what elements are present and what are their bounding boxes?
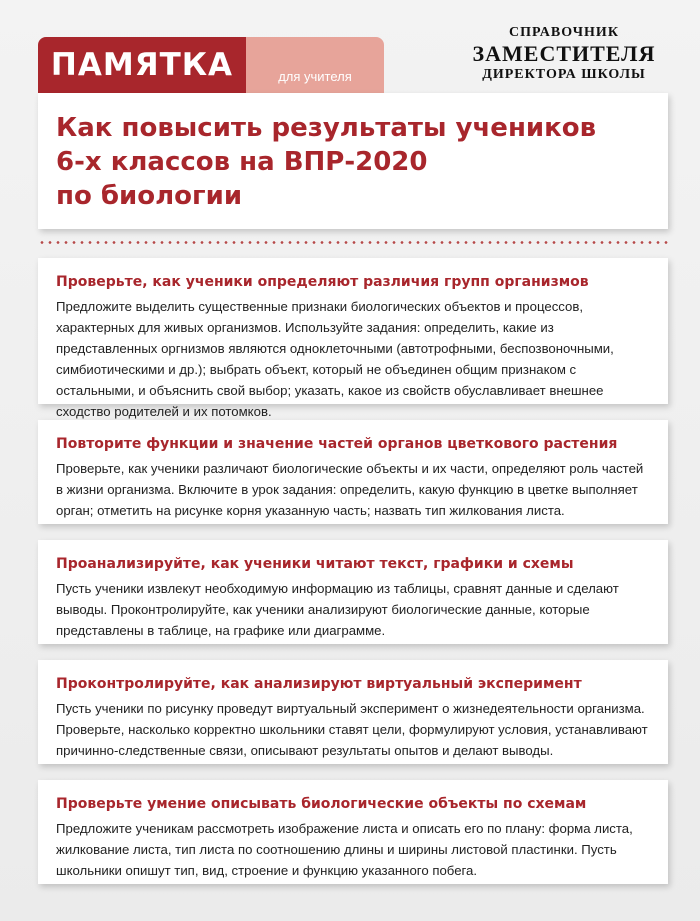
- tip-heading: Проверьте, как ученики определяют различия групп организмов: [56, 274, 589, 290]
- page-title: [56, 111, 656, 213]
- memo-tag-label: ПАМЯТКА: [38, 37, 246, 93]
- tip-card-4: [38, 660, 668, 764]
- tip-text: Пусть ученики по рисунку проведут виртуальный эксперимент о жизнедеятельности организма. Проверьте, насколько корректно школьники ставят цели, формулируют условия, устанавливают причинно-следственные связи, описывают результаты опытов и делают выводы.: [56, 701, 648, 758]
- tip-heading: Проанализируйте, как ученики читают текст, графики и схемы: [56, 556, 574, 572]
- title-line-3: по биологии: [56, 181, 243, 211]
- tip-card-2: [38, 420, 668, 524]
- dotted-divider: [38, 241, 668, 244]
- tip-heading: Проконтролируйте, как анализируют виртуальный эксперимент: [56, 676, 582, 692]
- tip-text: Предложите выделить существенные признаки биологических объектов и процессов, характерных для живых организмов. Используйте задания: определить, какие из представленных оргнизмов являются одноклеточными (автотрофными, беспозвоночными, симбиотическими и др.); выбрать объект, который не объединен общим признаком с остальными, и объяснить свой выбор; указать, какое из свойств обуславливает внешнее сходство родителей и их потомков.: [56, 299, 614, 419]
- brand-line-1: СПРАВОЧНИК: [509, 25, 619, 40]
- tip-heading: Повторите функции и значение частей органов цветкового растения: [56, 436, 618, 452]
- tip-heading: Проверьте умение описывать биологические объекты по схемам: [56, 796, 587, 812]
- brand-line-2: ЗАМЕСТИТЕЛЯ: [472, 41, 656, 66]
- brand-logo: [466, 26, 662, 82]
- tip-card-1: [38, 258, 668, 419]
- memo-tag: [38, 37, 384, 93]
- tip-text: Проверьте, как ученики различают биологические объекты и их части, определяют роль частей в жизни организма. Включите в урок задания: определить, какую функцию в цветке выполняет орган; отметить на рисунке корня указанную часть; назвать тип жилкования листа.: [56, 461, 644, 518]
- title-line-1: Как повысить результаты учеников: [56, 113, 597, 143]
- memo-tag-sublabel: для учителя: [246, 37, 384, 93]
- tip-text: Пусть ученики извлекут необходимую информацию из таблицы, сравнят данные и сделают выводы. Проконтролируйте, как ученики анализируют биологические данные, которые представлены в таблице, на графике или диаграмме.: [56, 581, 619, 638]
- title-line-2: 6-х классов на ВПР-2020: [56, 147, 428, 177]
- tip-card-3: [38, 540, 668, 644]
- tip-card-5: [38, 780, 668, 884]
- tip-text: Предложите ученикам рассмотреть изображение листа и описать его по плану: форма листа, жилкование листа, тип листа по соотношению длины и ширины листовой пластинки. Пусть школьники опишут тип, вид, строение и функцию указанного побега.: [56, 821, 633, 878]
- title-card: [38, 93, 668, 229]
- brand-line-3: ДИРЕКТОРА ШКОЛЫ: [482, 67, 646, 82]
